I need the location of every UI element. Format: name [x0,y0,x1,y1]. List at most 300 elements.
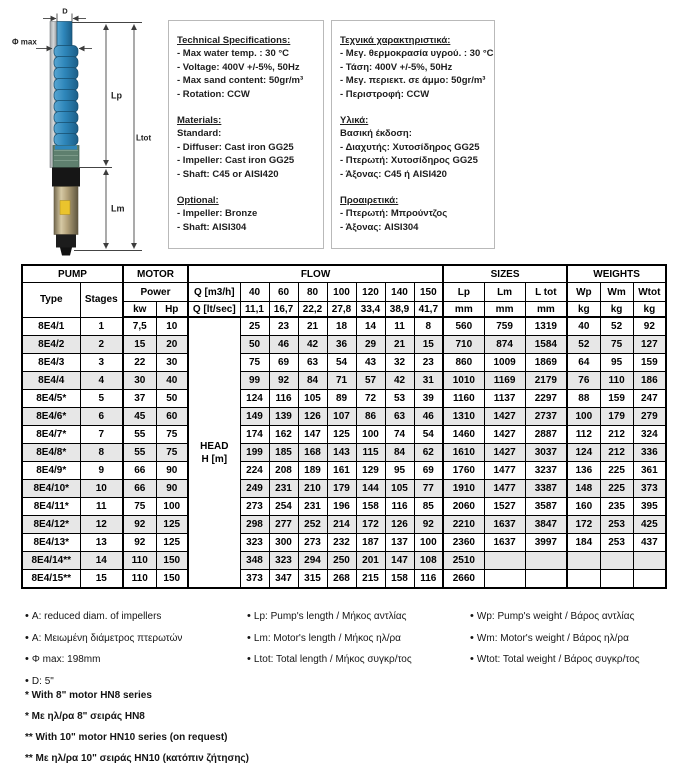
spec-section [177,114,317,181]
wp-cell: 184 [567,534,600,552]
head-value-cell: 85 [414,498,443,516]
stages-cell: 13 [80,534,123,552]
head-value-cell: 249 [240,480,269,498]
head-value-cell: 125 [327,426,356,444]
head-value-cell: 214 [327,516,356,534]
lp-cell: 1010 [443,372,484,390]
spec-section-title: Optional: [177,195,219,207]
kw-cell: 55 [123,426,156,444]
wm-cell: 225 [600,462,633,480]
header-cell: MOTOR [123,265,188,283]
hp-cell: 150 [156,552,188,570]
head-value-cell: 126 [385,516,414,534]
wtot-cell: 92 [633,317,666,336]
head-value-cell: 116 [414,570,443,589]
head-value-cell: 143 [327,444,356,462]
spec-line: - Shaft: C45 or AISI420 [177,168,279,180]
lp-cell: 2660 [443,570,484,589]
head-value-cell: 172 [356,516,385,534]
hp-cell: 60 [156,408,188,426]
hp-cell: 75 [156,426,188,444]
spec-line: - Άξονας: AISI304 [340,221,419,233]
spec-line: - Διαχυτής: Χυτοσίδηρος GG25 [340,141,480,153]
stages-cell: 11 [80,498,123,516]
head-value-cell: 100 [414,534,443,552]
motor-coupling [52,168,80,187]
head-value-cell: 124 [240,390,269,408]
legend-item: • A: Μειωμένη διάμετρος πτερωτών [25,628,247,650]
wtot-cell: 395 [633,498,666,516]
head-value-cell: 84 [385,444,414,462]
d-label: D [62,6,68,16]
spec-line: - Τάση: 400V +/-5%, 50Hz [340,61,453,73]
header-cell: 80 [298,283,327,302]
header-cell: 41,7 [414,302,443,318]
head-value-cell: 57 [356,372,385,390]
kw-cell: 30 [123,372,156,390]
spec-section [177,34,317,101]
spec-line: - Άξονας: C45 ή AISI420 [340,168,447,180]
head-value-cell: 300 [269,534,298,552]
ltot-cell: 3847 [525,516,567,534]
head-value-cell: 137 [385,534,414,552]
stages-cell: 10 [80,480,123,498]
kw-cell: 92 [123,516,156,534]
header-cell: FLOW [188,265,443,283]
head-value-cell: 252 [298,516,327,534]
header-cell: kg [633,302,666,318]
table-row [22,516,666,534]
wm-cell: 212 [600,426,633,444]
phi-max-label: Φ max [12,37,37,47]
header-cell: 33,4 [356,302,385,318]
stages-cell: 9 [80,462,123,480]
wp-cell: 52 [567,336,600,354]
header-cell: 38,9 [385,302,414,318]
hp-cell: 90 [156,480,188,498]
ltot-cell: 2887 [525,426,567,444]
head-value-cell: 144 [356,480,385,498]
footnote-line: ** With 10" motor HN10 series (on request) [25,732,228,743]
head-value-cell: 39 [414,390,443,408]
head-value-cell: 84 [298,372,327,390]
wp-cell: 136 [567,462,600,480]
wtot-cell: 279 [633,408,666,426]
table-row [22,354,666,372]
head-value-cell: 11 [385,317,414,336]
lp-cell: 2510 [443,552,484,570]
stages-cell: 7 [80,426,123,444]
wm-cell: 159 [600,390,633,408]
head-value-cell: 294 [298,552,327,570]
legend-item: • Ltot: Total length / Μήκος συγκρ/τος [247,649,470,671]
header-cell: 40 [240,283,269,302]
lp-cell: 1310 [443,408,484,426]
head-value-cell: 373 [240,570,269,589]
legend [25,606,670,692]
pump-type-cell: 8E4/7* [22,426,80,444]
lm-cell [484,570,525,589]
spec-line: - Impeller: Cast iron GG25 [177,155,295,167]
wtot-cell: 437 [633,534,666,552]
table-row [22,534,666,552]
header-cell: 11,1 [240,302,269,318]
head-value-cell: 100 [356,426,385,444]
hp-cell: 150 [156,570,188,589]
head-value-cell: 174 [240,426,269,444]
head-value-cell: 69 [414,462,443,480]
head-value-cell: 63 [298,354,327,372]
spec-line: - Μεγ. περιεκτ. σε άμμο: 50gr/m³ [340,75,486,87]
lm-cell: 1169 [484,372,525,390]
head-value-cell: 50 [240,336,269,354]
head-value-cell: 268 [327,570,356,589]
header-cell: PUMP [22,265,123,283]
head-value-cell: 62 [414,444,443,462]
wtot-cell: 324 [633,426,666,444]
hp-cell: 30 [156,354,188,372]
wp-cell [567,552,600,570]
head-value-cell: 147 [298,426,327,444]
spec-section-title: Υλικά: [340,115,369,127]
head-value-cell: 232 [327,534,356,552]
legend-item: • Lp: Pump's length / Μήκος αντλίας [247,606,470,628]
lm-cell: 1009 [484,354,525,372]
head-value-cell: 215 [356,570,385,589]
ltot-cell: 2179 [525,372,567,390]
head-label: HEAD [200,440,229,452]
pump-type-cell: 8E4/9* [22,462,80,480]
stages-cell: 4 [80,372,123,390]
wp-cell: 124 [567,444,600,462]
head-value-cell: 199 [240,444,269,462]
table-row [22,552,666,570]
head-value-cell: 108 [414,552,443,570]
hp-cell: 125 [156,534,188,552]
head-value-cell: 8 [414,317,443,336]
lm-cell: 1637 [484,516,525,534]
head-value-cell: 75 [240,354,269,372]
header-cell: Wp [567,283,600,302]
head-value-cell: 126 [298,408,327,426]
head-value-cell: 187 [356,534,385,552]
head-value-cell: 99 [240,372,269,390]
table-row [22,390,666,408]
stages-cell: 5 [80,390,123,408]
head-value-cell: 42 [298,336,327,354]
lm-cell: 1427 [484,408,525,426]
table-row [22,444,666,462]
header-row [22,265,666,283]
ltot-cell: 3037 [525,444,567,462]
stages-cell: 6 [80,408,123,426]
legend-item: • Wm: Motor's weight / Βάρος ηλ/ρα [470,628,670,650]
head-value-cell: 231 [298,498,327,516]
hp-cell: 75 [156,444,188,462]
lm-cell: 1527 [484,498,525,516]
head-value-cell: 129 [356,462,385,480]
motor-label-sticker [60,201,70,215]
table-row [22,408,666,426]
table-row [22,570,666,589]
legend-item: • Wp: Pump's weight / Βάρος αντλίας [470,606,670,628]
head-value-cell: 74 [385,426,414,444]
header-cell: WEIGHTS [567,265,666,283]
wm-cell [600,552,633,570]
head-value-cell: 115 [356,444,385,462]
wm-cell: 179 [600,408,633,426]
wp-cell: 112 [567,426,600,444]
pump-type-cell: 8E4/13* [22,534,80,552]
bottom-tip [60,248,72,256]
impeller-stack [54,46,78,146]
wp-cell: 88 [567,390,600,408]
hp-cell: 50 [156,390,188,408]
head-value-cell: 54 [414,426,443,444]
head-value-cell: 95 [385,462,414,480]
ltot-cell [525,552,567,570]
head-value-cell: 347 [269,570,298,589]
legend-item: • Wtot: Total weight / Βάρος συγκρ/τος [470,649,670,671]
head-value-cell: 42 [385,372,414,390]
kw-cell: 75 [123,498,156,516]
pump-diagram [10,5,155,261]
stages-cell: 15 [80,570,123,589]
lm-label: Lm [111,203,125,214]
header-row [22,283,666,302]
pump-table-body [22,317,666,588]
wtot-cell: 336 [633,444,666,462]
spec-line: - Max water temp. : 30 °C [177,48,290,60]
legend-item: • A: reduced diam. of impellers [25,606,247,628]
header-cell: Q [lt/sec] [188,302,240,318]
spec-section [340,34,494,101]
lp-cell: 2360 [443,534,484,552]
spec-section [177,194,317,234]
table-row [22,317,666,336]
lm-cell: 874 [484,336,525,354]
legend-item: • D: 5" [25,671,247,693]
spec-box-english [168,20,324,249]
stages-cell: 8 [80,444,123,462]
head-value-cell: 161 [327,462,356,480]
footnotes [25,685,249,767]
pump-type-cell: 8E4/6* [22,408,80,426]
wp-cell: 160 [567,498,600,516]
head-value-cell: 254 [269,498,298,516]
table-row [22,336,666,354]
spec-line: - Diffuser: Cast iron GG25 [177,141,294,153]
wm-cell: 52 [600,317,633,336]
pump-type-cell: 8E4/12* [22,516,80,534]
lm-cell: 759 [484,317,525,336]
head-value-cell: 185 [269,444,298,462]
ltot-cell: 1319 [525,317,567,336]
lp-cell: 860 [443,354,484,372]
kw-cell: 15 [123,336,156,354]
lp-cell: 710 [443,336,484,354]
wtot-cell: 373 [633,480,666,498]
hp-cell: 20 [156,336,188,354]
header-cell: Type [22,283,80,318]
lp-cell: 1610 [443,444,484,462]
kw-cell: 66 [123,480,156,498]
head-value-cell: 323 [269,552,298,570]
table-row [22,426,666,444]
lp-cell: 2060 [443,498,484,516]
head-value-cell: 196 [327,498,356,516]
stages-cell: 2 [80,336,123,354]
head-value-cell: 23 [414,354,443,372]
ltot-cell: 3997 [525,534,567,552]
head-value-cell: 224 [240,462,269,480]
head-unit: H [m] [201,453,228,465]
head-value-cell: 54 [327,354,356,372]
hp-cell: 10 [156,317,188,336]
ltot-cell: 1584 [525,336,567,354]
legend-column [25,606,247,692]
lp-cell: 1460 [443,426,484,444]
head-value-cell: 105 [298,390,327,408]
hp-cell: 100 [156,498,188,516]
header-cell: 140 [385,283,414,302]
pump-type-cell: 8E4/11* [22,498,80,516]
kw-cell: 37 [123,390,156,408]
head-value-cell: 179 [327,480,356,498]
lp-label: Lp [111,90,122,101]
pump-type-cell: 8E4/5* [22,390,80,408]
kw-cell: 110 [123,570,156,589]
head-value-cell: 168 [298,444,327,462]
header-cell: Hp [156,302,188,318]
head-value-cell: 21 [298,317,327,336]
head-value-cell: 315 [298,570,327,589]
head-value-cell: 63 [385,408,414,426]
legend-column [470,606,670,692]
head-value-cell: 298 [240,516,269,534]
head-value-cell: 273 [298,534,327,552]
kw-cell: 110 [123,552,156,570]
pump-type-cell: 8E4/8* [22,444,80,462]
spec-section-title: Τεχνικά χαρακτηριστικά: [340,35,451,46]
head-value-cell: 231 [269,480,298,498]
head-value-cell: 72 [356,390,385,408]
pump-performance-table [21,264,667,589]
header-cell: kg [567,302,600,318]
wtot-cell: 425 [633,516,666,534]
pump-body [50,22,80,256]
hp-cell: 40 [156,372,188,390]
ltot-cell: 2737 [525,408,567,426]
header-cell: 60 [269,283,298,302]
footnote-line: * Με ηλ/ρα 8" σειράς HN8 [25,711,145,722]
wm-cell: 235 [600,498,633,516]
spec-section-title: Technical Specifications: [177,35,291,46]
header-cell: 120 [356,283,385,302]
spec-line: - Περιστροφή: CCW [340,88,430,100]
head-value-cell: 189 [298,462,327,480]
head-value-cell: 23 [269,317,298,336]
footnote-line: * With 8" motor HN8 series [25,690,152,701]
head-value-cell: 53 [385,390,414,408]
spec-line: - Μεγ. θερμοκρασία υγρού. : 30 °C [340,48,494,60]
lm-cell: 1427 [484,426,525,444]
wp-cell: 40 [567,317,600,336]
spec-section-title: Materials: [177,115,222,127]
spec-section [340,114,488,181]
head-value-cell: 36 [327,336,356,354]
wm-cell: 95 [600,354,633,372]
header-cell: Lm [484,283,525,302]
wtot-cell: 361 [633,462,666,480]
wp-cell: 172 [567,516,600,534]
dimension-labels [12,7,151,214]
head-value-cell: 105 [385,480,414,498]
header-cell: kg [600,302,633,318]
hp-cell: 125 [156,516,188,534]
header-cell: 150 [414,283,443,302]
wp-cell [567,570,600,589]
spec-line: - Πτερωτή: Χυτοσίδηρος GG25 [340,155,478,167]
wp-cell: 100 [567,408,600,426]
header-cell: Lp [443,283,484,302]
head-value-cell: 14 [356,317,385,336]
head-value-cell: 46 [269,336,298,354]
header-cell: mm [525,302,567,318]
legend-item: • Lm: Motor's length / Μήκος ηλ/ρα [247,628,470,650]
stages-cell: 14 [80,552,123,570]
lm-cell: 1137 [484,390,525,408]
ltot-cell: 2297 [525,390,567,408]
lm-cell [484,552,525,570]
kw-cell: 45 [123,408,156,426]
head-value-cell: 25 [240,317,269,336]
header-cell: 27,8 [327,302,356,318]
lm-cell: 1477 [484,462,525,480]
head-value-cell: 46 [414,408,443,426]
strainer-band [55,146,77,150]
head-value-cell: 210 [298,480,327,498]
hp-cell: 90 [156,462,188,480]
table-row [22,462,666,480]
header-cell: Q [m3/h] [188,283,240,302]
lp-cell: 1160 [443,390,484,408]
head-value-cell: 92 [414,516,443,534]
head-value-cell: 21 [385,336,414,354]
bottom-cap [56,235,76,248]
wtot-cell: 247 [633,390,666,408]
header-cell: Stages [80,283,123,318]
kw-cell: 66 [123,462,156,480]
head-value-cell: 139 [269,408,298,426]
head-value-cell: 273 [240,498,269,516]
ltot-cell [525,570,567,589]
wtot-cell [633,552,666,570]
header-cell: kw [123,302,156,318]
wp-cell: 76 [567,372,600,390]
header-cell: mm [484,302,525,318]
kw-cell: 7,5 [123,317,156,336]
wp-cell: 148 [567,480,600,498]
spec-line: - Impeller: Bronze [177,208,258,220]
header-cell: 16,7 [269,302,298,318]
ltot-cell: 3387 [525,480,567,498]
pump-type-cell: 8E4/1 [22,317,80,336]
lm-cell: 1637 [484,534,525,552]
head-value-cell: 201 [356,552,385,570]
kw-cell: 55 [123,444,156,462]
spec-line: Standard: [177,128,222,140]
